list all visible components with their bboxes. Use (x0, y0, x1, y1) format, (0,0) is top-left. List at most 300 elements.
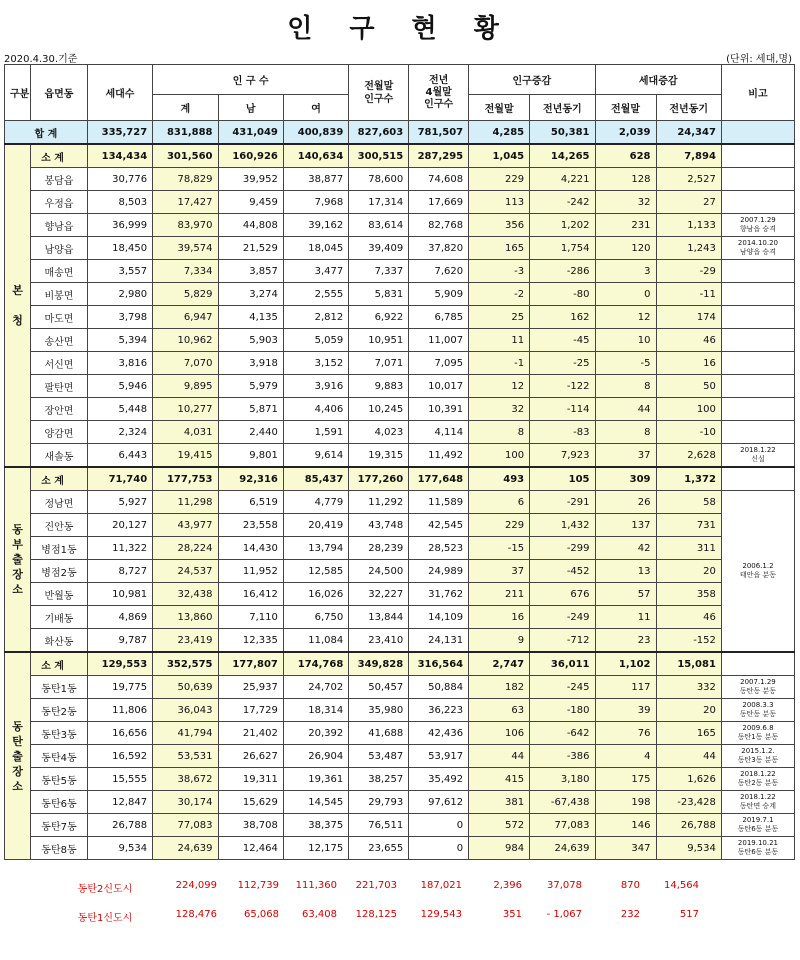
footer-cell: 187,021 (420, 880, 462, 891)
table-cell: 572 (469, 814, 530, 837)
subtotal-note (721, 652, 794, 676)
table-row (5, 814, 795, 837)
table-cell: 39,574 (153, 237, 218, 260)
table-cell: 36,223 (409, 699, 469, 722)
table-row (5, 214, 795, 237)
subtotal-cell: 71,740 (87, 467, 152, 491)
footer-cell: 870 (620, 880, 640, 891)
table-cell: 20,419 (283, 514, 348, 537)
footer-cell: 128,125 (355, 909, 397, 920)
table-cell: 37 (469, 560, 530, 583)
note-cell (721, 168, 794, 191)
subtotal-cell: 352,575 (153, 652, 218, 676)
footer-cell: 65,068 (244, 909, 279, 920)
region-name: 우정읍 (31, 191, 88, 214)
table-cell: 11,322 (87, 537, 152, 560)
table-row (5, 606, 795, 629)
table-cell: 9,883 (349, 375, 409, 398)
table-cell: 44 (656, 745, 721, 768)
page-title: 인 구 현 황 (287, 14, 513, 44)
table-cell: 63 (469, 699, 530, 722)
table-cell: 78,829 (153, 168, 218, 191)
table-row (5, 699, 795, 722)
table-cell: 12 (595, 306, 656, 329)
region-name: 동탄3동 (31, 722, 88, 745)
subtotal-cell: 287,295 (409, 144, 469, 168)
table-cell: 229 (469, 514, 530, 537)
table-cell: 13 (595, 560, 656, 583)
table-cell: 24,639 (530, 837, 595, 860)
table-cell: 17,729 (218, 699, 283, 722)
table-cell: 1,243 (656, 237, 721, 260)
subtotal-cell: 493 (469, 467, 530, 491)
table-cell: 42 (595, 537, 656, 560)
table-cell: 106 (469, 722, 530, 745)
table-cell: 11 (469, 329, 530, 352)
header-male: 남 (218, 95, 283, 121)
footer-cell: 224,099 (175, 880, 217, 891)
subtotal-cell: 134,434 (87, 144, 152, 168)
table-cell: 19,311 (218, 768, 283, 791)
grand-total-cell: 400,839 (283, 121, 348, 145)
table-row (5, 398, 795, 421)
table-cell: 8 (469, 421, 530, 444)
table-cell: 10,951 (349, 329, 409, 352)
grand-total-cell: 24,347 (656, 121, 721, 145)
table-cell: 16 (469, 606, 530, 629)
table-cell: 24,537 (153, 560, 218, 583)
footer-cell: 14,564 (664, 880, 699, 891)
table-cell: 6,519 (218, 491, 283, 514)
subtotal-row (5, 652, 795, 676)
table-cell: 2,440 (218, 421, 283, 444)
table-cell: 37,820 (409, 237, 469, 260)
table-cell: 11,952 (218, 560, 283, 583)
table-cell: 53,487 (349, 745, 409, 768)
table-cell: 36,999 (87, 214, 152, 237)
region-name: 팔탄면 (31, 375, 88, 398)
table-cell: 19,315 (349, 444, 409, 468)
table-cell: 23,655 (349, 837, 409, 860)
note-cell: 2019.10.21 동탄6동 분동 (721, 837, 794, 860)
table-cell: 347 (595, 837, 656, 860)
subtotal-cell: 92,316 (218, 467, 283, 491)
table-cell: 984 (469, 837, 530, 860)
region-name: 병점1동 (31, 537, 88, 560)
region-name: 동탄2동 (31, 699, 88, 722)
table-cell: 9,534 (656, 837, 721, 860)
table-cell: 8,503 (87, 191, 152, 214)
subtotal-label: 소 계 (31, 144, 88, 168)
table-cell: 26,627 (218, 745, 283, 768)
table-cell: 57 (595, 583, 656, 606)
table-cell: 41,794 (153, 722, 218, 745)
table-cell: 3,798 (87, 306, 152, 329)
table-cell: 2,527 (656, 168, 721, 191)
table-row (5, 260, 795, 283)
table-cell: 74,608 (409, 168, 469, 191)
table-cell: 23 (595, 629, 656, 653)
table-cell: 1,626 (656, 768, 721, 791)
table-cell: 44 (469, 745, 530, 768)
table-cell: 13,860 (153, 606, 218, 629)
table-cell: 53,917 (409, 745, 469, 768)
note-cell: 2019.7.1 동탄6동 분동 (721, 814, 794, 837)
table-cell: 28,523 (409, 537, 469, 560)
table-cell: 8,727 (87, 560, 152, 583)
table-cell: 17,427 (153, 191, 218, 214)
grand-total-label: 합 계 (5, 121, 88, 145)
table-cell: 50,457 (349, 676, 409, 699)
subtotal-row (5, 144, 795, 168)
table-cell: 26,788 (87, 814, 152, 837)
table-cell: 137 (595, 514, 656, 537)
table-cell: -180 (530, 699, 595, 722)
group-label: 동 탄 출 장 소 (5, 652, 31, 860)
subtotal-cell: 14,265 (530, 144, 595, 168)
table-cell: 15,629 (218, 791, 283, 814)
subtotal-cell: 177,648 (409, 467, 469, 491)
table-cell: 117 (595, 676, 656, 699)
table-cell: 4,114 (409, 421, 469, 444)
table-cell: 16,656 (87, 722, 152, 745)
table-cell: 4,135 (218, 306, 283, 329)
table-cell: 32 (595, 191, 656, 214)
subtotal-cell: 174,768 (283, 652, 348, 676)
table-cell: 2,324 (87, 421, 152, 444)
table-cell: 0 (409, 814, 469, 837)
table-cell: 9,614 (283, 444, 348, 468)
table-cell: 11 (595, 606, 656, 629)
table-cell: 16,412 (218, 583, 283, 606)
table-cell: 4,406 (283, 398, 348, 421)
table-cell: 18,045 (283, 237, 348, 260)
table-cell: 3,918 (218, 352, 283, 375)
table-cell: 19,415 (153, 444, 218, 468)
table-cell: 30,776 (87, 168, 152, 191)
table-cell: 16,026 (283, 583, 348, 606)
table-cell: 13,844 (349, 606, 409, 629)
table-cell: -10 (656, 421, 721, 444)
table-cell: 5,909 (409, 283, 469, 306)
table-row (5, 306, 795, 329)
table-cell: 32,438 (153, 583, 218, 606)
note-cell: 2015.1.2. 동탄3동 분동 (721, 745, 794, 768)
subtotal-label: 소 계 (31, 652, 88, 676)
table-cell: 12,585 (283, 560, 348, 583)
table-cell: 3,916 (283, 375, 348, 398)
table-cell: 2,555 (283, 283, 348, 306)
note-cell: 2014.10.20 남양읍 승격 (721, 237, 794, 260)
reference-date: 2020.4.30.기준 (4, 54, 78, 65)
subtotal-note (721, 467, 794, 491)
table-cell: 32 (469, 398, 530, 421)
table-cell: 77,083 (530, 814, 595, 837)
table-cell: 77,083 (153, 814, 218, 837)
table-cell: 11,806 (87, 699, 152, 722)
table-cell: 31,762 (409, 583, 469, 606)
table-cell: 16,592 (87, 745, 152, 768)
table-cell: 18,314 (283, 699, 348, 722)
table-cell: 415 (469, 768, 530, 791)
table-cell: 4,221 (530, 168, 595, 191)
header-total: 계 (153, 95, 218, 121)
footer-cell: 112,739 (237, 880, 279, 891)
table-cell: 311 (656, 537, 721, 560)
table-cell: 19,775 (87, 676, 152, 699)
subtotal-cell: 129,553 (87, 652, 152, 676)
table-cell: 9,895 (153, 375, 218, 398)
region-name: 정남면 (31, 491, 88, 514)
note-cell: 2018.1.22 신설 (721, 444, 794, 468)
footer-cell: 232 (620, 909, 640, 920)
table-cell: 5,927 (87, 491, 152, 514)
table-cell: 83,614 (349, 214, 409, 237)
table-cell: 146 (595, 814, 656, 837)
table-cell: 1,432 (530, 514, 595, 537)
table-cell: 12,335 (218, 629, 283, 653)
table-row (5, 491, 795, 514)
table-cell: 11,084 (283, 629, 348, 653)
table-cell: -80 (530, 283, 595, 306)
table-cell: 17,314 (349, 191, 409, 214)
header-population: 인 구 수 (153, 65, 349, 95)
table-cell: 38,672 (153, 768, 218, 791)
table-row (5, 191, 795, 214)
grand-total-cell: 335,727 (87, 121, 152, 145)
subtotal-row (5, 467, 795, 491)
table-cell: -712 (530, 629, 595, 653)
table-row (5, 583, 795, 606)
table-cell: 174 (656, 306, 721, 329)
table-row (5, 514, 795, 537)
subtotal-note (721, 144, 794, 168)
table-cell: 128 (595, 168, 656, 191)
region-name: 반월동 (31, 583, 88, 606)
table-cell: 39 (595, 699, 656, 722)
table-cell: 38,708 (218, 814, 283, 837)
table-cell: 38,257 (349, 768, 409, 791)
table-cell: 43,748 (349, 514, 409, 537)
table-cell: 7,095 (409, 352, 469, 375)
table-row (5, 722, 795, 745)
table-cell: 26 (595, 491, 656, 514)
table-cell: -122 (530, 375, 595, 398)
table-cell: 76,511 (349, 814, 409, 837)
subtotal-cell: 309 (595, 467, 656, 491)
table-cell: 14,545 (283, 791, 348, 814)
table-cell: 3,477 (283, 260, 348, 283)
table-cell: 35,980 (349, 699, 409, 722)
table-cell: 332 (656, 676, 721, 699)
table-cell: 41,688 (349, 722, 409, 745)
grand-total-cell: 431,049 (218, 121, 283, 145)
table-cell: 113 (469, 191, 530, 214)
footer-cell: 2,396 (493, 880, 522, 891)
table-cell: 5,394 (87, 329, 152, 352)
table-cell: 0 (595, 283, 656, 306)
table-cell: 43,977 (153, 514, 218, 537)
table-cell: 15,555 (87, 768, 152, 791)
table-row (5, 444, 795, 468)
table-cell: 50,639 (153, 676, 218, 699)
table-cell: 23,419 (153, 629, 218, 653)
note-cell: 2006.1.2 태안읍 분동 (721, 491, 794, 653)
table-cell: 39,162 (283, 214, 348, 237)
header-prev-year: 전년 4월말 인구수 (409, 65, 469, 121)
table-cell: 5,829 (153, 283, 218, 306)
grand-total-cell: 831,888 (153, 121, 218, 145)
table-header (5, 65, 795, 121)
region-name: 화산동 (31, 629, 88, 653)
note-cell: 2007.1.29 향남읍 승격 (721, 214, 794, 237)
table-cell: 1,591 (283, 421, 348, 444)
table-cell: 20,392 (283, 722, 348, 745)
table-cell: 731 (656, 514, 721, 537)
header-female: 여 (283, 95, 348, 121)
region-name: 장안면 (31, 398, 88, 421)
subtotal-cell: 177,753 (153, 467, 218, 491)
table-cell: 358 (656, 583, 721, 606)
table-cell: 11,298 (153, 491, 218, 514)
table-cell: 24,702 (283, 676, 348, 699)
table-cell: 26,788 (656, 814, 721, 837)
table-cell: 2,980 (87, 283, 152, 306)
note-cell (721, 329, 794, 352)
note-cell (721, 421, 794, 444)
table-cell: -29 (656, 260, 721, 283)
table-cell: 82,768 (409, 214, 469, 237)
table-cell: 165 (656, 722, 721, 745)
header-note: 비고 (721, 65, 794, 121)
table-row (5, 168, 795, 191)
table-cell: 1,133 (656, 214, 721, 237)
table-cell: 3,557 (87, 260, 152, 283)
table-cell: 8 (595, 375, 656, 398)
table-cell: 14,430 (218, 537, 283, 560)
table-row (5, 745, 795, 768)
table-cell: 16 (656, 352, 721, 375)
table-cell: 10,017 (409, 375, 469, 398)
footer-cell: 37,078 (547, 880, 582, 891)
table-cell: -114 (530, 398, 595, 421)
table-cell: 6,947 (153, 306, 218, 329)
region-name: 남양읍 (31, 237, 88, 260)
table-cell: 12,175 (283, 837, 348, 860)
table-cell: -11 (656, 283, 721, 306)
table-cell: -2 (469, 283, 530, 306)
table-cell: 11,007 (409, 329, 469, 352)
table-cell: -3 (469, 260, 530, 283)
note-cell (721, 375, 794, 398)
table-cell: 19,361 (283, 768, 348, 791)
table-cell: 26,904 (283, 745, 348, 768)
table-cell: 1,754 (530, 237, 595, 260)
table-cell: 6,785 (409, 306, 469, 329)
header-prev-month: 전월말 인구수 (349, 65, 409, 121)
footer-cell: 111,360 (295, 880, 337, 891)
table-cell: 39,952 (218, 168, 283, 191)
table-cell: -23,428 (656, 791, 721, 814)
table-cell: 83,970 (153, 214, 218, 237)
table-row (5, 837, 795, 860)
subtotal-cell: 177,807 (218, 652, 283, 676)
header-hh-prev-month: 전월말 (595, 95, 656, 121)
table-cell: 4,869 (87, 606, 152, 629)
footer-cell: - 1,067 (546, 909, 582, 920)
table-row (5, 560, 795, 583)
table-cell: 10 (595, 329, 656, 352)
table-cell: -642 (530, 722, 595, 745)
region-name: 향남읍 (31, 214, 88, 237)
table-cell: 24,639 (153, 837, 218, 860)
table-cell: 37 (595, 444, 656, 468)
subtotal-cell: 300,515 (349, 144, 409, 168)
table-cell: 53,531 (153, 745, 218, 768)
table-cell: -45 (530, 329, 595, 352)
table-cell: 5,448 (87, 398, 152, 421)
note-cell (721, 283, 794, 306)
table-cell: 10,391 (409, 398, 469, 421)
table-cell: 42,436 (409, 722, 469, 745)
footer-cell: 129,543 (420, 909, 462, 920)
table-cell: 21,402 (218, 722, 283, 745)
region-name: 병점2동 (31, 560, 88, 583)
header-hh-change: 세대증감 (595, 65, 721, 95)
region-name: 동탄4동 (31, 745, 88, 768)
table-cell: 162 (530, 306, 595, 329)
table-cell: 21,529 (218, 237, 283, 260)
subtotal-label: 소 계 (31, 467, 88, 491)
table-cell: 50 (656, 375, 721, 398)
table-row (5, 791, 795, 814)
table-cell: 4 (595, 745, 656, 768)
table-cell: 36,043 (153, 699, 218, 722)
table-cell: 39,409 (349, 237, 409, 260)
table-cell: -386 (530, 745, 595, 768)
region-name: 기배동 (31, 606, 88, 629)
table-cell: 25,937 (218, 676, 283, 699)
footer-cell: 351 (502, 909, 522, 920)
table-cell: 20 (656, 699, 721, 722)
table-cell: 12,847 (87, 791, 152, 814)
table-cell: -25 (530, 352, 595, 375)
subtotal-cell: 160,926 (218, 144, 283, 168)
table-cell: 182 (469, 676, 530, 699)
table-cell: 32,227 (349, 583, 409, 606)
region-name: 마도면 (31, 306, 88, 329)
table-cell: 18,450 (87, 237, 152, 260)
table-cell: 229 (469, 168, 530, 191)
footer-cell: 128,476 (175, 909, 217, 920)
table-cell: 7,620 (409, 260, 469, 283)
table-cell: -5 (595, 352, 656, 375)
table-cell: 3,857 (218, 260, 283, 283)
table-cell: 9,459 (218, 191, 283, 214)
region-name: 진안동 (31, 514, 88, 537)
table-cell: 30,174 (153, 791, 218, 814)
table-cell: 5,831 (349, 283, 409, 306)
subtotal-cell: 105 (530, 467, 595, 491)
table-cell: 7,071 (349, 352, 409, 375)
table-cell: 38,375 (283, 814, 348, 837)
subtotal-cell: 36,011 (530, 652, 595, 676)
region-name: 동탄8동 (31, 837, 88, 860)
footer-cell: 517 (679, 909, 699, 920)
table-cell: 20 (656, 560, 721, 583)
table-cell: 7,070 (153, 352, 218, 375)
footer-label: 동탄2신도시 (77, 884, 133, 895)
